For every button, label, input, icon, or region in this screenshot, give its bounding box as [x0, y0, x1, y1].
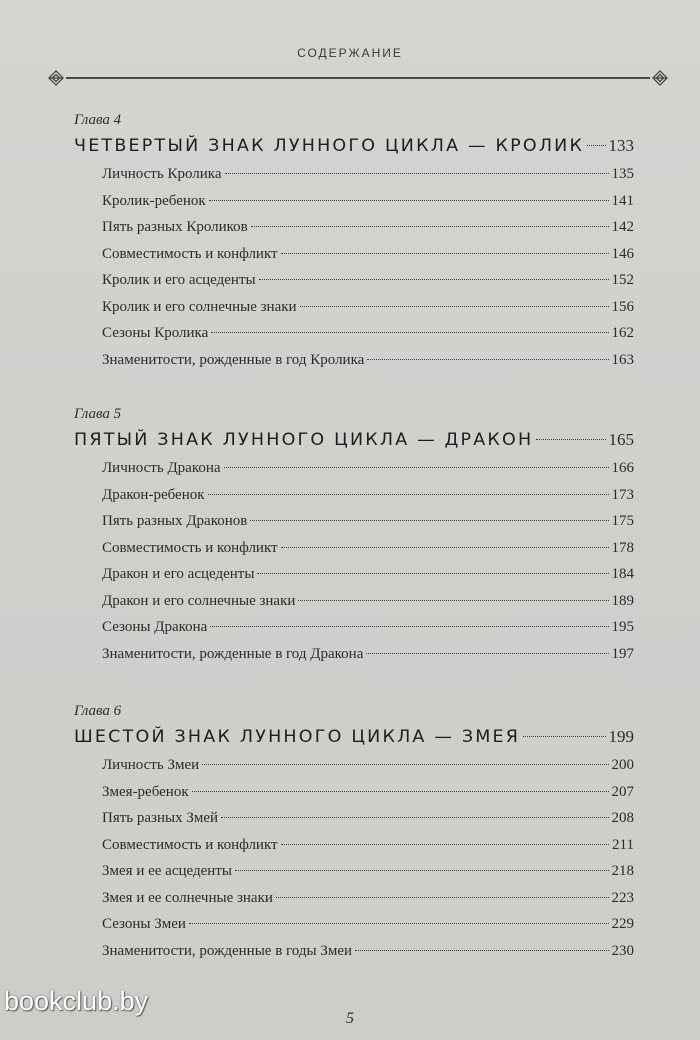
toc-entry[interactable] [74, 619, 634, 646]
toc-entry-title: Знаменитости, рожденные в год Дракона [102, 645, 364, 662]
dot-leader [208, 494, 609, 495]
toc-entry-page: 156 [611, 298, 634, 315]
toc-entry-title: Змея-ребенок [102, 783, 189, 800]
chapter-label: Глава 4 [74, 112, 122, 128]
toc-entry-page: 152 [611, 272, 634, 288]
dot-leader [587, 145, 605, 146]
chapter-title-row[interactable] [74, 430, 634, 460]
toc-entry-page: 163 [611, 351, 634, 368]
toc-entry-page: 195 [611, 619, 634, 635]
toc-entry-page: 135 [611, 166, 634, 182]
dot-leader [211, 332, 608, 333]
toc-entry-title: Пять разных Кроликов [102, 219, 248, 235]
toc-entry-page: 229 [611, 916, 634, 932]
toc-entry-page: 142 [611, 219, 634, 235]
toc-entry[interactable] [74, 863, 634, 890]
toc-entry[interactable] [74, 646, 634, 673]
toc-entry[interactable] [74, 272, 634, 299]
toc-entry-title: Кролик и его солнечные знаки [102, 298, 297, 315]
dot-leader [192, 791, 609, 792]
dot-leader [251, 226, 609, 227]
chapter-title-row[interactable] [74, 136, 634, 166]
toc-entry-title: Дракон и его солнечные знаки [102, 592, 296, 609]
toc-entry-page: 146 [611, 245, 634, 262]
toc-entry-title: Кролик-ребенок [102, 192, 206, 209]
toc-entry-page: 173 [611, 486, 634, 503]
dot-leader [225, 173, 609, 174]
toc-entry[interactable] [74, 757, 634, 784]
chapter-page-number: 165 [608, 430, 634, 449]
toc-entry-title: Дракон-ребенок [102, 486, 205, 503]
chapter-section [74, 703, 634, 969]
toc-entry-page: 184 [611, 566, 634, 582]
dot-leader [221, 817, 608, 818]
toc-entry[interactable] [74, 246, 634, 273]
toc-entry-page: 166 [611, 460, 634, 476]
toc-entry[interactable] [74, 540, 634, 567]
dot-leader [202, 764, 608, 765]
toc-entry-title: Кролик и его асцеденты [102, 272, 256, 288]
toc-entry-title: Личность Дракона [102, 460, 221, 476]
dot-leader [281, 253, 609, 254]
running-head: СОДЕРЖАНИЕ [297, 46, 403, 60]
toc-entry-page: 223 [611, 889, 634, 906]
toc-entry-page: 230 [611, 942, 634, 959]
toc-entry-page: 200 [611, 757, 634, 773]
toc-entry-page: 141 [611, 192, 634, 209]
toc-entry[interactable] [74, 916, 634, 943]
toc-entry-title: Пять разных Драконов [102, 513, 248, 529]
toc-entry[interactable] [74, 943, 634, 970]
toc-entry[interactable] [74, 325, 634, 352]
chapter-title: ПЯТЫЙ ЗНАК ЛУННОГО ЦИКЛА — ДРАКОН [74, 430, 534, 450]
toc-entry-title: Сезоны Кролика [102, 325, 209, 341]
chapter-label: Глава 5 [74, 406, 122, 422]
page-number: 5 [346, 1010, 354, 1027]
dot-leader [281, 844, 609, 845]
header-rule [48, 70, 668, 86]
toc-entry-title: Совместимость и конфликт [102, 245, 278, 262]
toc-entry[interactable] [74, 193, 634, 220]
toc-entry-page: 211 [612, 836, 634, 853]
chapter-title-row[interactable] [74, 727, 634, 757]
dot-leader [209, 200, 609, 201]
toc-entry-title: Личность Кролика [102, 166, 222, 182]
chapter-section [74, 112, 634, 378]
chapter-page-number: 199 [608, 727, 634, 746]
toc-entry-page: 197 [611, 645, 634, 662]
toc-entry-title: Совместимость и конфликт [102, 539, 278, 556]
toc-entry-title: Пять разных Змей [102, 810, 219, 826]
toc-entry[interactable] [74, 593, 634, 620]
toc-entry[interactable] [74, 566, 634, 593]
toc-entry-page: 207 [611, 783, 634, 800]
toc-entry-page: 208 [611, 810, 634, 826]
dot-leader [210, 626, 608, 627]
toc-entry-title: Знаменитости, рожденные в год Кролика [102, 351, 365, 368]
endless-knot-icon [652, 70, 668, 86]
toc-entry-title: Личность Змеи [102, 757, 200, 773]
toc-entry[interactable] [74, 352, 634, 379]
toc-entry[interactable] [74, 219, 634, 246]
toc-entry[interactable] [74, 166, 634, 193]
toc-entry-title: Знаменитости, рожденные в годы Змеи [102, 942, 353, 959]
toc-entry[interactable] [74, 837, 634, 864]
toc-entry-title: Сезоны Дракона [102, 619, 208, 635]
dot-leader [536, 439, 605, 440]
toc-entry[interactable] [74, 513, 634, 540]
toc-entry[interactable] [74, 299, 634, 326]
dot-leader [523, 736, 605, 737]
dot-leader [300, 306, 609, 307]
toc-entry[interactable] [74, 487, 634, 514]
toc-entry-title: Дракон и его асцеденты [102, 566, 255, 582]
toc-entry[interactable] [74, 890, 634, 917]
dot-leader [298, 600, 608, 601]
toc-entry[interactable] [74, 810, 634, 837]
dot-leader [355, 950, 608, 951]
site-watermark: bookclub.by [4, 986, 149, 1016]
dot-leader [250, 520, 608, 521]
dot-leader [257, 573, 608, 574]
chapter-section [74, 406, 634, 672]
chapter-title: ЧЕТВЕРТЫЙ ЗНАК ЛУННОГО ЦИКЛА — КРОЛИК [74, 136, 585, 156]
toc-entry-page: 162 [611, 325, 634, 341]
toc-entry[interactable] [74, 784, 634, 811]
toc-entry-page: 178 [611, 539, 634, 556]
dot-leader [224, 467, 609, 468]
chapter-label: Глава 6 [74, 703, 122, 719]
toc-entry-title: Сезоны Змеи [102, 916, 186, 932]
toc-entry-page: 218 [611, 863, 634, 879]
dot-leader [259, 279, 609, 280]
dot-leader [281, 547, 609, 548]
dot-leader [276, 897, 609, 898]
chapter-title: ШЕСТОЙ ЗНАК ЛУННОГО ЦИКЛА — ЗМЕЯ [74, 727, 521, 747]
toc-entry-page: 175 [611, 513, 634, 529]
toc-entry-title: Совместимость и конфликт [102, 836, 278, 853]
endless-knot-icon [48, 70, 64, 86]
toc-entry-title: Змея и ее солнечные знаки [102, 889, 273, 906]
dot-leader [366, 653, 608, 654]
dot-leader [235, 870, 609, 871]
toc-entry[interactable] [74, 460, 634, 487]
chapter-page-number: 133 [608, 136, 634, 155]
dot-leader [367, 359, 608, 360]
toc-entry-page: 189 [611, 592, 634, 609]
dot-leader [189, 923, 609, 924]
toc-entry-title: Змея и ее асцеденты [102, 863, 232, 879]
